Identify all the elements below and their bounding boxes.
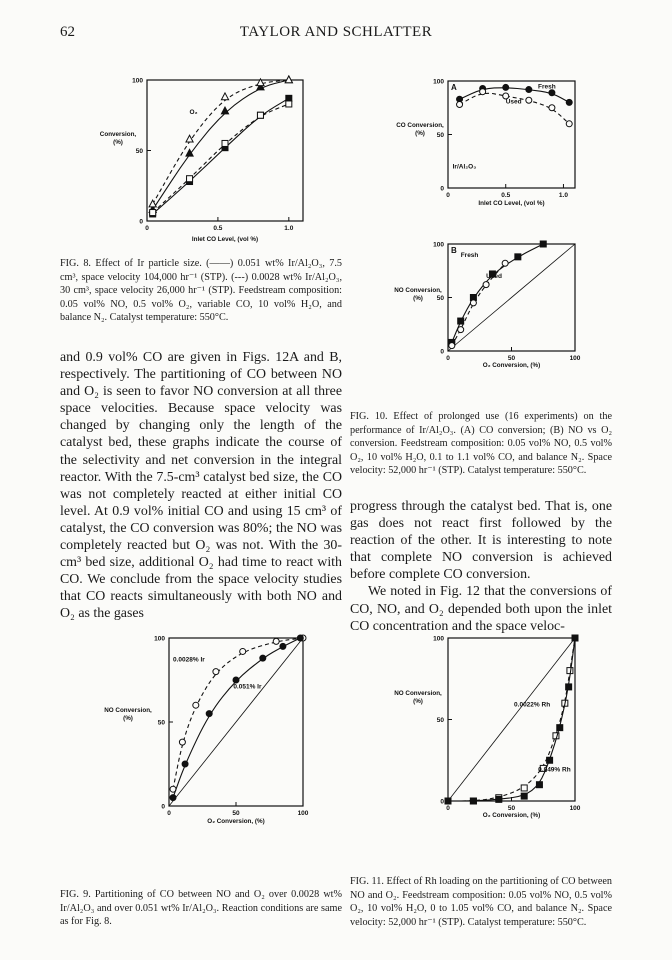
diagonal-reference-line bbox=[448, 244, 575, 351]
data-point bbox=[566, 121, 572, 127]
x-tick-label: 0 bbox=[446, 355, 450, 362]
chart-annotation: 0.0022% Rh bbox=[514, 701, 551, 709]
data-point bbox=[515, 254, 521, 260]
page-number: 62 bbox=[60, 24, 75, 40]
data-point bbox=[502, 260, 508, 266]
data-point bbox=[480, 89, 486, 95]
data-point bbox=[206, 711, 212, 717]
y-tick-label: 50 bbox=[436, 132, 444, 139]
y-tick-label: 100 bbox=[433, 241, 444, 249]
y-axis-label: (%) bbox=[113, 139, 123, 146]
data-point bbox=[457, 102, 463, 108]
data-point bbox=[496, 796, 502, 802]
figure-10b-plot bbox=[394, 241, 581, 369]
series-line bbox=[153, 80, 289, 210]
figure-8-caption: FIG. 8. Effect of Ir particle size. (——) 0.051 wt% Ir/Al₂O₃, 7.5 cm³, space velocity 104,000 hr⁻¹ (STP). (---) 0.0028 wt% Ir/Al₂O₃, 30 cm³, space velocity 26,000 hr⁻¹ (STP). Feedstream composition: 0.05 vol% NO, 0.5 vol% O₂, variable CO, 10 vol% H₂O, and balance N₂. Catalyst temperature: 550°C. bbox=[60, 258, 342, 324]
x-tick-label: 0 bbox=[446, 192, 450, 199]
chart-annotation: Used bbox=[505, 98, 522, 106]
y-tick-label: 50 bbox=[436, 717, 444, 724]
data-point bbox=[186, 135, 193, 142]
data-point bbox=[186, 149, 193, 156]
y-axis-label: NO Conversion, bbox=[394, 690, 442, 697]
y-tick-label: 50 bbox=[436, 295, 444, 302]
data-point bbox=[521, 785, 527, 791]
data-point bbox=[470, 300, 476, 306]
data-point bbox=[280, 643, 286, 649]
chart-annotation: 0.051% Ir bbox=[233, 683, 262, 691]
data-point bbox=[193, 702, 199, 708]
data-point bbox=[526, 87, 532, 93]
data-point bbox=[222, 140, 228, 146]
y-tick-label: 100 bbox=[433, 635, 444, 643]
x-tick-label: 0.5 bbox=[501, 192, 511, 199]
series-line bbox=[153, 98, 289, 214]
data-point bbox=[449, 343, 455, 349]
y-tick-label: 100 bbox=[433, 78, 444, 86]
running-head: TAYLOR AND SCHLATTER bbox=[239, 24, 433, 40]
data-point bbox=[150, 210, 156, 216]
data-point bbox=[182, 761, 188, 767]
chart-annotation: Used bbox=[486, 273, 503, 281]
data-point bbox=[566, 684, 572, 690]
y-axis-label: (%) bbox=[413, 295, 423, 302]
x-tick-label: 50 bbox=[232, 810, 240, 817]
data-point bbox=[458, 327, 464, 333]
y-axis-label: CO Conversion, bbox=[396, 122, 444, 129]
x-axis-label: O₂ Conversion, (%) bbox=[482, 812, 541, 819]
chart-annotation: Ir/Al₂O₃ bbox=[452, 163, 477, 171]
data-point bbox=[572, 635, 578, 641]
y-axis-label: NO Conversion, bbox=[104, 707, 152, 714]
paragraph: and 0.9 vol% CO are given in Figs. 12A and B, respectively. The partitioning of CO between NO and O₂ is seen to favor NO conversion at all three space velocities. Because space velocity was changed by changing only the length of the catalyst bed, these graphs indicate the course of the selectivity and net conversion in the integral reactor. With the 7.5-cm³ catalyst bed size, the CO was not completely reacted at either initial CO level. At 0.9 vol% initial CO and using 15 cm³ of catalyst, the CO conversion was 80%; the NO was completely reacted but O₂ was not. With the 30-cm³ bed size, additional O₂ had time to react with CO. We conclude from the space velocity studies that CO reacts simultaneously with both NO and O₂ as the gases bbox=[60, 350, 342, 622]
y-axis-label: NO Conversion, bbox=[394, 287, 442, 294]
data-point bbox=[233, 677, 239, 683]
x-tick-label: 0 bbox=[145, 225, 149, 232]
data-point bbox=[536, 782, 542, 788]
y-tick-label: 0 bbox=[161, 803, 165, 811]
data-point bbox=[549, 90, 555, 96]
y-axis-label: (%) bbox=[413, 698, 423, 705]
data-point bbox=[470, 798, 476, 804]
y-axis-label: (%) bbox=[123, 715, 133, 722]
data-point bbox=[240, 648, 246, 654]
x-tick-label: 100 bbox=[297, 810, 309, 817]
figure-8-plot bbox=[100, 76, 303, 243]
data-point bbox=[297, 635, 303, 641]
figure-11-plot bbox=[394, 635, 581, 819]
data-point bbox=[170, 795, 176, 801]
chart-annotation: Fresh bbox=[538, 83, 556, 91]
x-tick-label: 0 bbox=[167, 810, 171, 817]
x-tick-label: 100 bbox=[569, 805, 581, 812]
series-line bbox=[153, 80, 289, 204]
figure-11-caption: FIG. 11. Effect of Rh loading on the partitioning of CO between NO and O₂. Feedstream composition: 0.05 vol% NO, 0.5 vol% O₂, 10 vol% H₂O, 0 to 1.05 vol% CO, and balance N₂. Space velocity: 52,000 hr⁻¹ (STP). Catalyst temperature: 550°C. bbox=[350, 876, 612, 928]
data-point bbox=[221, 93, 228, 100]
data-point bbox=[286, 95, 292, 101]
data-point bbox=[149, 200, 156, 207]
data-point bbox=[458, 318, 464, 324]
plot-frame bbox=[448, 81, 575, 188]
y-tick-label: 50 bbox=[157, 719, 165, 727]
data-point bbox=[540, 241, 546, 247]
figure-10-caption: FIG. 10. Effect of prolonged use (16 experiments) on the performance of Ir/Al₂O₃. (A) CO conversion; (B) NO vs O₂ conversion. Feedstream composition: 0.05 vol% NO, 0.5 vol% O₂, 10 vol% H₂O, 0.1 to 1.1 vol% CO, and balance N₂. Space velocity: 52,000 hr⁻¹ (STP). Catalyst temperature: 550°C. bbox=[350, 411, 612, 477]
data-point bbox=[179, 739, 185, 745]
figure-9-plot bbox=[104, 635, 309, 825]
data-point bbox=[445, 798, 451, 804]
x-tick-label: 0 bbox=[446, 805, 450, 812]
chart-annotation: 0.049% Rh bbox=[538, 766, 571, 774]
data-point bbox=[260, 655, 266, 661]
x-tick-label: 100 bbox=[569, 355, 581, 362]
diagonal-reference-line bbox=[448, 638, 575, 801]
data-point bbox=[213, 669, 219, 675]
x-tick-label: 1.0 bbox=[284, 225, 294, 232]
x-axis-label: Inlet CO Level, (vol %) bbox=[478, 200, 545, 207]
y-tick-label: 0 bbox=[440, 185, 444, 193]
panel-label: B bbox=[451, 246, 457, 255]
paragraph: We noted in Fig. 12 that the conversions of CO, NO, and O₂ depended both upon the inlet CO concentration and the space veloc- bbox=[350, 584, 612, 634]
x-tick-label: 50 bbox=[507, 805, 516, 812]
x-tick-label: 1.0 bbox=[558, 192, 568, 199]
figure-10a-plot bbox=[396, 79, 575, 208]
x-axis-label: O₂ Conversion, (%) bbox=[207, 818, 265, 825]
x-axis-label: O₂ Conversion, (%) bbox=[482, 362, 541, 369]
panel-label: A bbox=[451, 83, 457, 92]
data-point bbox=[557, 725, 563, 731]
body-text-right bbox=[350, 498, 612, 635]
x-tick-label: 0.5 bbox=[213, 225, 223, 232]
data-point bbox=[521, 793, 527, 799]
data-point bbox=[286, 101, 292, 107]
data-point bbox=[503, 84, 509, 90]
data-point bbox=[547, 757, 553, 763]
x-tick-label: 50 bbox=[507, 355, 516, 362]
chart-annotation: O₂ bbox=[189, 108, 198, 116]
x-axis-label: Inlet CO Level, (vol %) bbox=[191, 236, 259, 243]
data-point bbox=[526, 97, 532, 103]
y-axis-label: Conversion, bbox=[99, 131, 137, 138]
paragraph: progress through the catalyst bed. That is, one gas does not react first followed by the reaction of the other. It is interesting to note that complete NO conversion is achieved before complete CO conversion. bbox=[350, 499, 612, 583]
y-tick-label: 100 bbox=[132, 77, 143, 85]
data-point bbox=[483, 282, 489, 288]
y-tick-label: 0 bbox=[139, 218, 143, 226]
y-tick-label: 100 bbox=[154, 635, 165, 643]
data-point bbox=[566, 99, 572, 105]
data-point bbox=[273, 638, 279, 644]
data-point bbox=[549, 105, 555, 111]
body-text-left bbox=[60, 349, 342, 623]
y-tick-label: 0 bbox=[440, 798, 444, 806]
chart-annotation: Fresh bbox=[460, 251, 479, 259]
y-tick-label: 0 bbox=[440, 348, 444, 356]
data-point bbox=[187, 176, 193, 182]
y-tick-label: 50 bbox=[135, 148, 143, 155]
data-point bbox=[257, 112, 263, 118]
figure-9-caption: FIG. 9. Partitioning of CO between NO and O₂ over 0.0028 wt% Ir/Al₂O₃ and over 0.051 wt% Ir/Al₂O₃. Reaction conditions are same as for Fig. 8. bbox=[60, 889, 342, 928]
chart-annotation: 0.0028% Ir bbox=[173, 656, 205, 664]
y-axis-label: (%) bbox=[415, 130, 425, 137]
